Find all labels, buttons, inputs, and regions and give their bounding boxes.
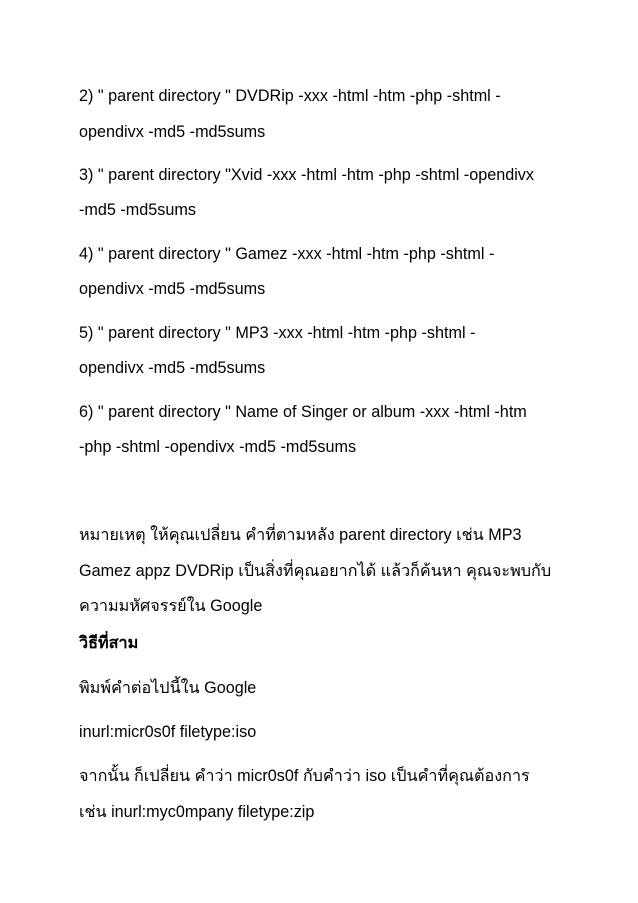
note-line-1: หมายเหตุ ให้คุณเปลี่ยน คำที่ตามหลัง parent directory เช่น MP3 (79, 526, 522, 544)
query-6-line-2: -php -shtml -opendivx -md5 -md5sums (79, 438, 357, 456)
query-3-line-1: 3) " parent directory "Xvid -xxx -html -htm -php -shtml -opendivx (79, 166, 534, 184)
section-heading: วิธีที่สาม (79, 634, 139, 652)
query-5-line-2: opendivx -md5 -md5sums (79, 359, 266, 377)
query-5-line-1: 5) " parent directory " MP3 -xxx -html -htm -php -shtml - (79, 324, 476, 342)
query-3-line-2: -md5 -md5sums (79, 201, 196, 219)
instruction-line: พิมพ์คำต่อไปนี้ใน Google (79, 679, 257, 697)
query-2-line-1: 2) " parent directory " DVDRip -xxx -html -htm -php -shtml - (79, 87, 501, 105)
query-4-line-2: opendivx -md5 -md5sums (79, 280, 266, 298)
query-2-line-2: opendivx -md5 -md5sums (79, 123, 266, 141)
followup-line-2: เช่น inurl:myc0mpany filetype:zip (79, 803, 315, 821)
note-line-2: Gamez appz DVDRip เป็นสิ่งที่คุณอยากได้ แล้วก็ค้นหา คุณจะพบกับ (79, 562, 552, 580)
example-query-line: inurl:micr0s0f filetype:iso (79, 723, 257, 741)
query-6-line-1: 6) " parent directory " Name of Singer or album -xxx -html -htm (79, 403, 527, 421)
followup-line-1: จากนั้น ก็เปลี่ยน คำว่า micr0s0f กับคำว่า iso เป็นคำที่คุณต้องการ (79, 767, 530, 785)
note-line-3: ความมหัศจรรย์ใน Google (79, 597, 263, 615)
query-4-line-1: 4) " parent directory " Gamez -xxx -html -htm -php -shtml - (79, 245, 495, 263)
